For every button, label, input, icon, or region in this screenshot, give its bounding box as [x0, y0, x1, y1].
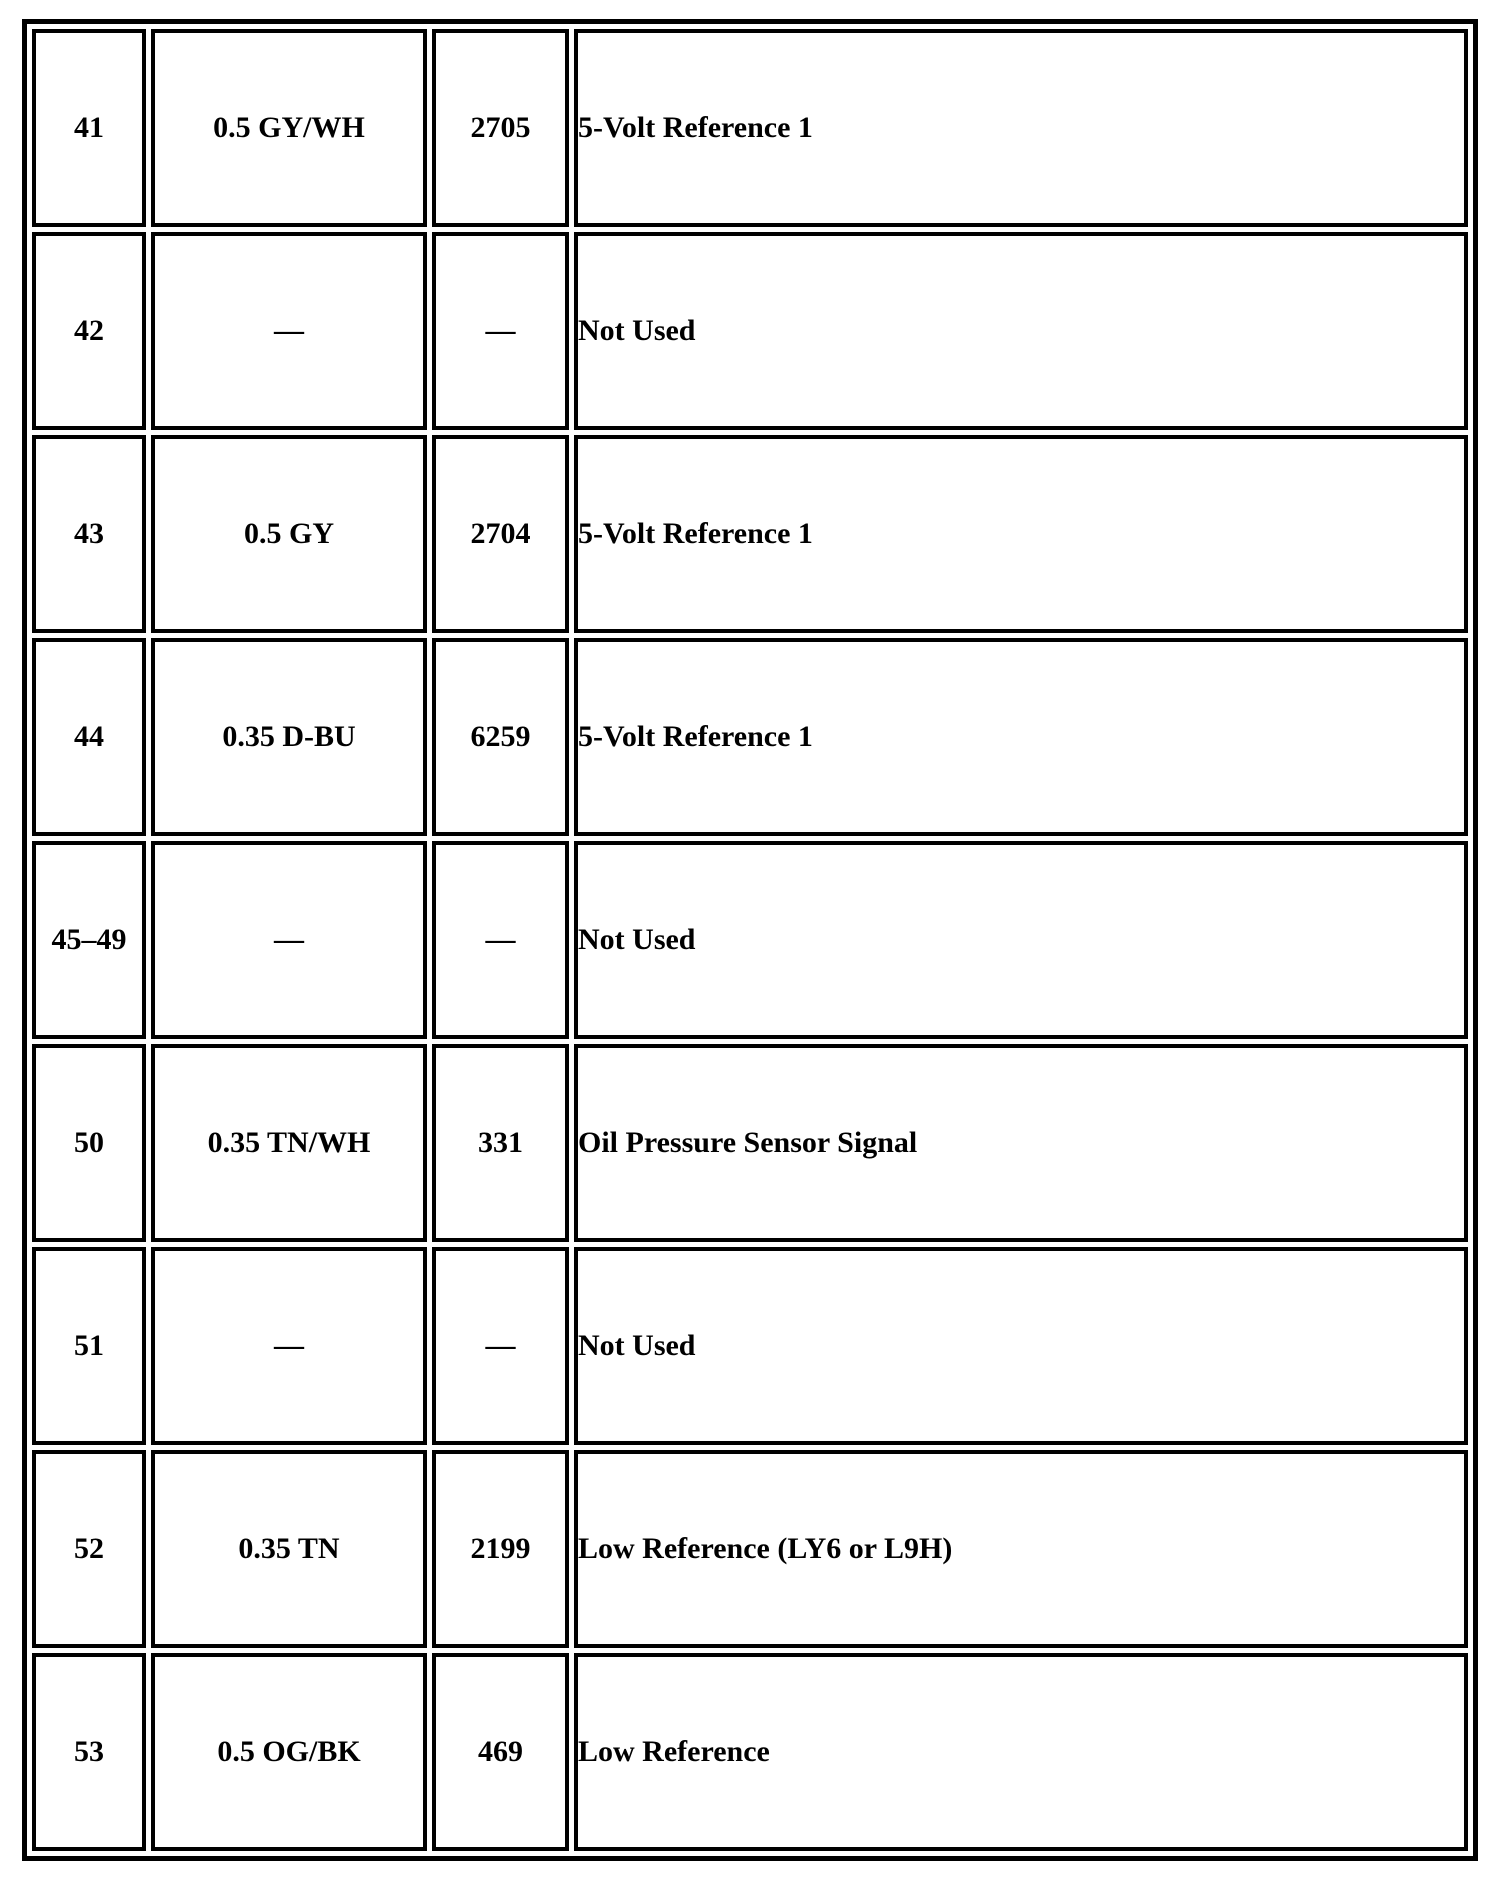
pin-cell: 45–49: [32, 841, 146, 1039]
function-cell: Low Reference: [574, 1653, 1468, 1851]
pin-cell: 42: [32, 232, 146, 430]
function-cell: 5-Volt Reference 1: [574, 435, 1468, 633]
wire-cell: 0.35 TN/WH: [151, 1044, 427, 1242]
wire-cell: 0.5 GY: [151, 435, 427, 633]
function-cell: Not Used: [574, 1247, 1468, 1445]
pinout-table-frame: [22, 19, 1478, 1861]
pin-cell: 53: [32, 1653, 146, 1851]
pin-cell: 41: [32, 29, 146, 227]
function-cell: Not Used: [574, 841, 1468, 1039]
circuit-cell: 331: [432, 1044, 569, 1242]
pin-cell: 44: [32, 638, 146, 836]
circuit-cell: 2199: [432, 1450, 569, 1648]
table-row: [32, 1450, 1468, 1648]
pin-cell: 52: [32, 1450, 146, 1648]
wire-cell: 0.35 D-BU: [151, 638, 427, 836]
function-cell: 5-Volt Reference 1: [574, 638, 1468, 836]
wire-cell: —: [151, 1247, 427, 1445]
circuit-cell: 469: [432, 1653, 569, 1851]
table-row: [32, 841, 1468, 1039]
wire-cell: 0.5 GY/WH: [151, 29, 427, 227]
wire-cell: 0.5 OG/BK: [151, 1653, 427, 1851]
circuit-cell: —: [432, 841, 569, 1039]
wire-cell: —: [151, 841, 427, 1039]
connector-pinout-table: [27, 24, 1473, 1856]
circuit-cell: 2704: [432, 435, 569, 633]
function-cell: Oil Pressure Sensor Signal: [574, 1044, 1468, 1242]
function-cell: Not Used: [574, 232, 1468, 430]
function-cell: 5-Volt Reference 1: [574, 29, 1468, 227]
table-row: [32, 638, 1468, 836]
circuit-cell: —: [432, 232, 569, 430]
pin-cell: 43: [32, 435, 146, 633]
table-row: [32, 1653, 1468, 1851]
pin-cell: 50: [32, 1044, 146, 1242]
circuit-cell: 6259: [432, 638, 569, 836]
table-row: [32, 1247, 1468, 1445]
function-cell: Low Reference (LY6 or L9H): [574, 1450, 1468, 1648]
table-row: [32, 435, 1468, 633]
table-row: [32, 1044, 1468, 1242]
wire-cell: 0.35 TN: [151, 1450, 427, 1648]
circuit-cell: —: [432, 1247, 569, 1445]
circuit-cell: 2705: [432, 29, 569, 227]
table-row: [32, 232, 1468, 430]
wire-cell: —: [151, 232, 427, 430]
table-row: [32, 29, 1468, 227]
pin-cell: 51: [32, 1247, 146, 1445]
